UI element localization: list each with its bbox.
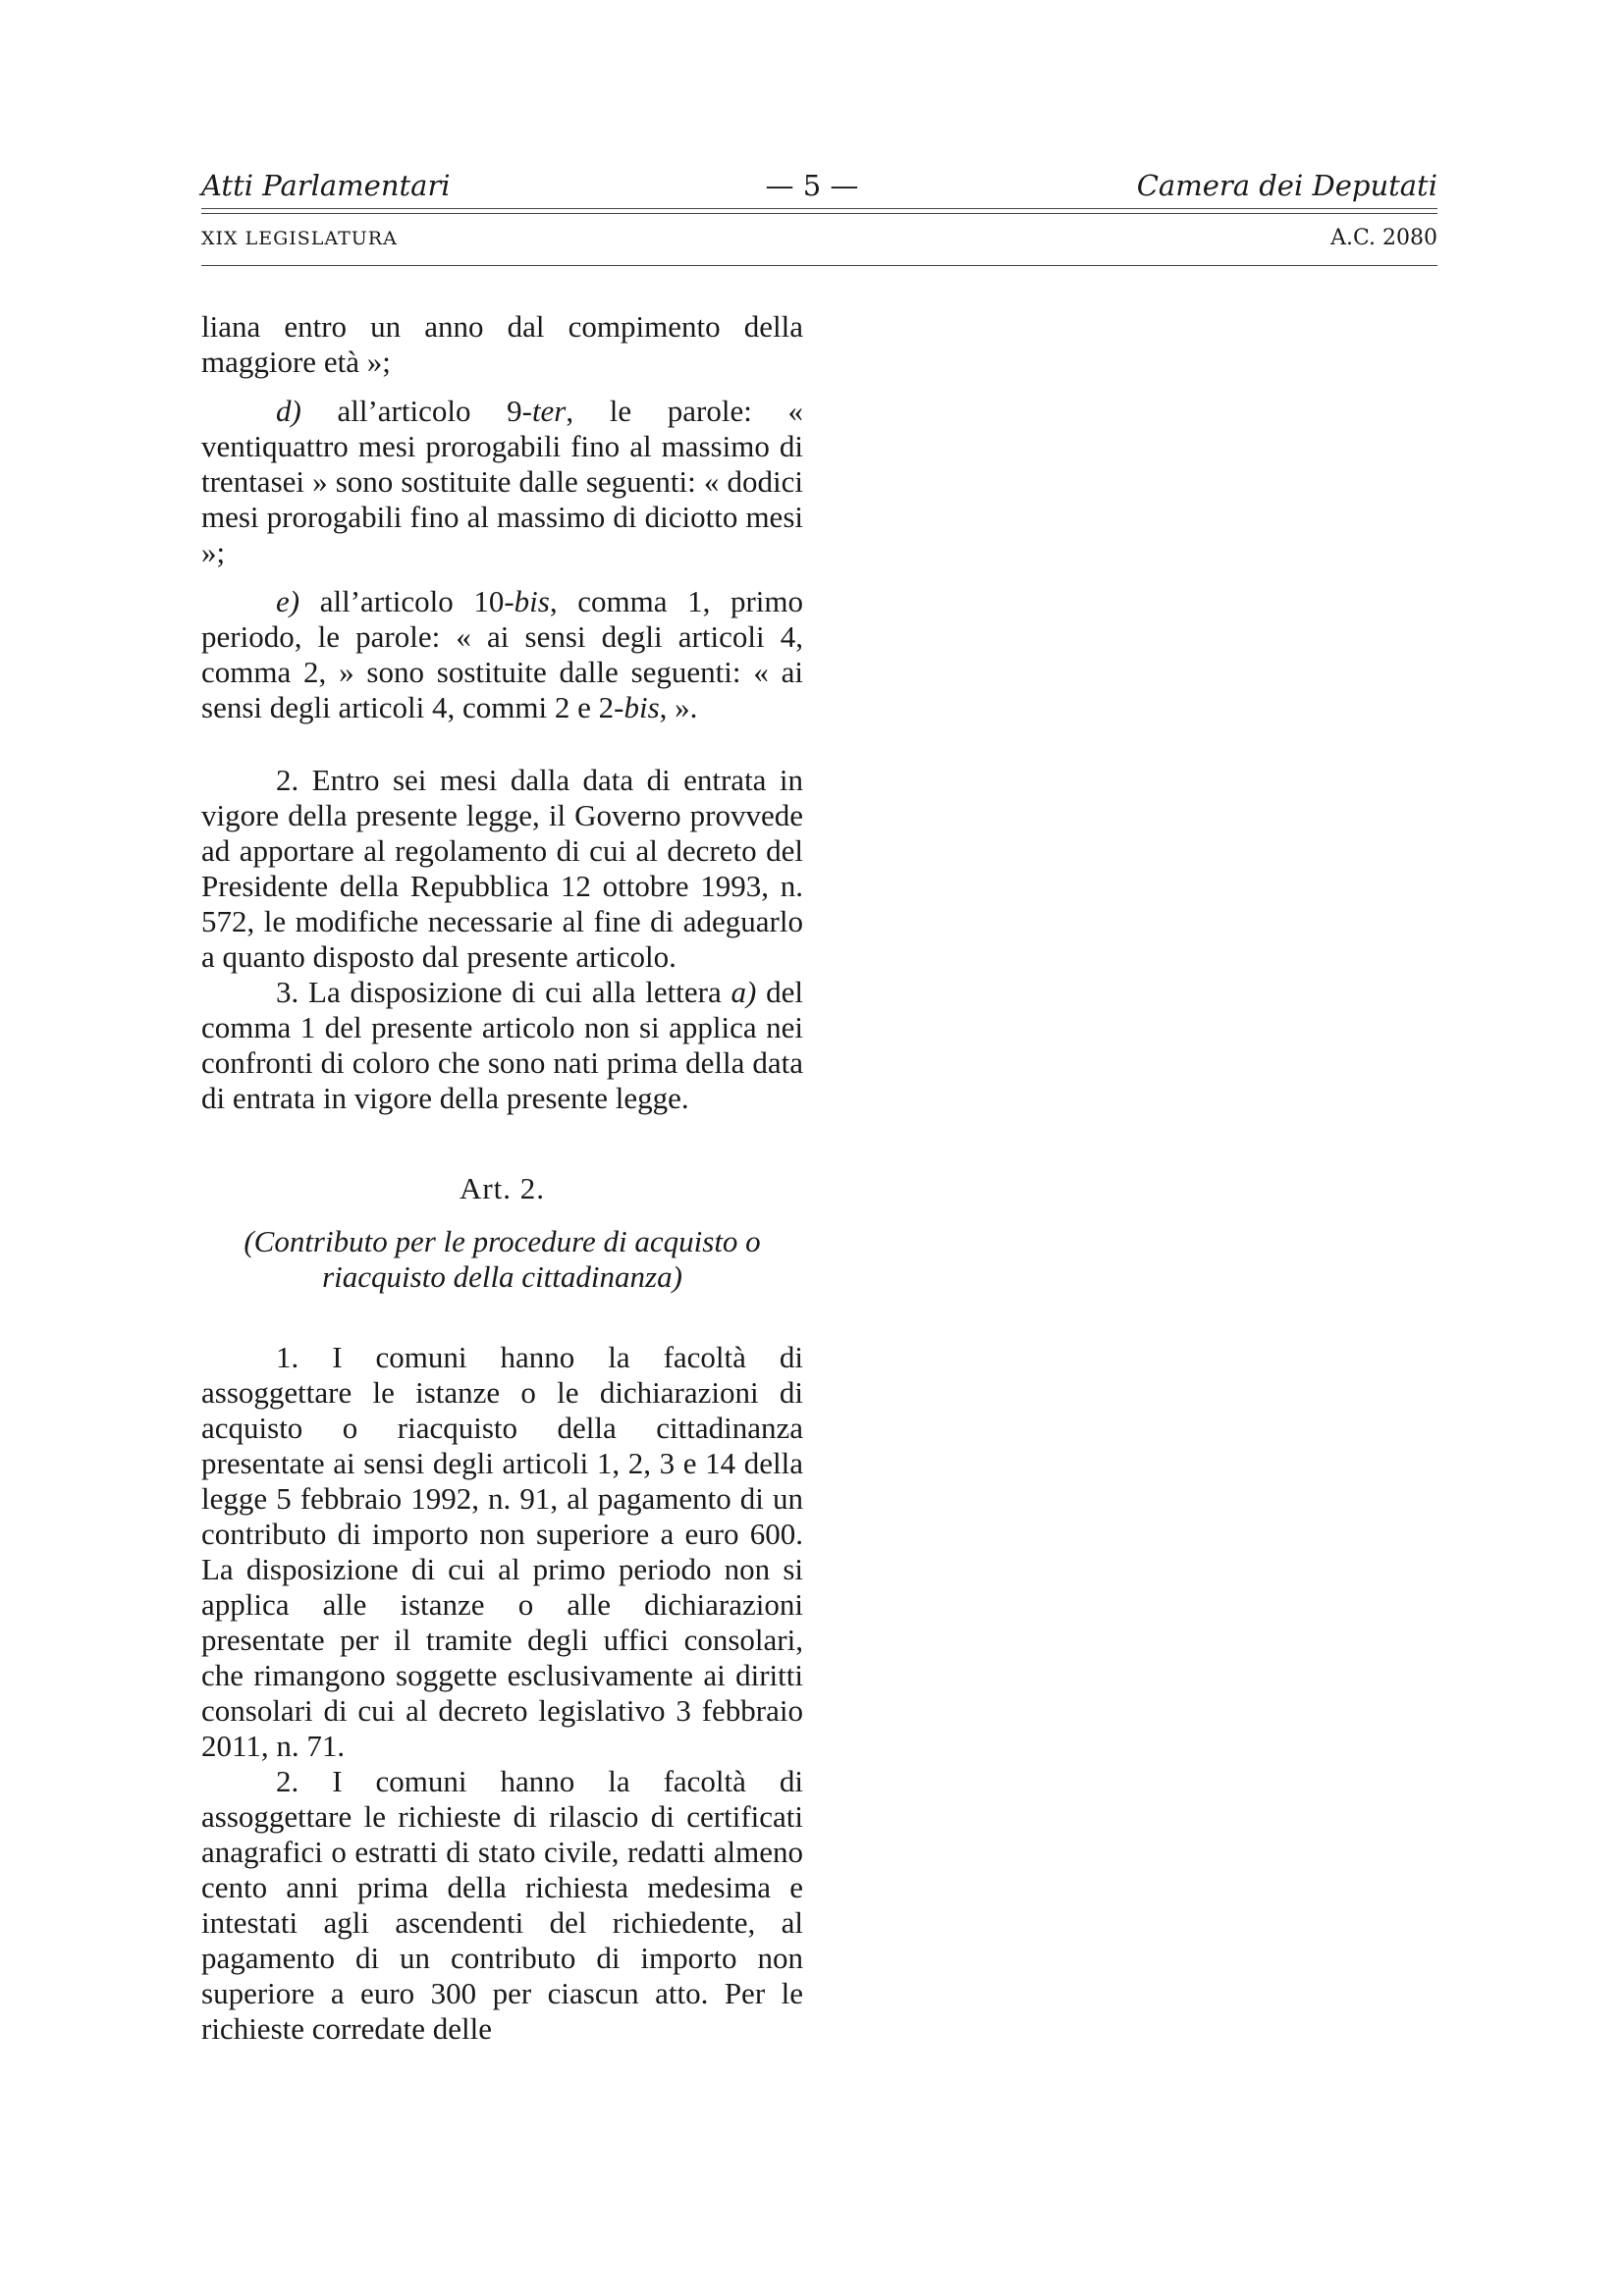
article-title: Art. 2.	[459, 1171, 546, 1205]
header-chamber: Camera dei Deputati	[1136, 169, 1437, 202]
letter-d-ter: ter	[531, 394, 567, 428]
letter-e-label: e)	[276, 584, 300, 618]
comma-3-letter-a: a)	[731, 975, 757, 1009]
letter-e-text-1: all’articolo 10-	[299, 584, 514, 618]
letter-e-text-2: , comma 1, primo periodo, le parole: « ai sensi degli articoli 4, comma 2, » sono sostituite dalle seguenti: « ai sensi degli articoli 4, commi 2 e 2-	[201, 584, 804, 724]
letter-d-text-1: all’articolo 9-	[300, 394, 532, 428]
paragraph-comma-2: 2. Entro sei mesi dalla data di entrata in vigore della presente legge, il Governo provvede ad apportare al regolamento di cui al decreto del Presidente della Repubblica 12 ottobre 1993, n. 572, le modifiche necessarie al fine di adeguarlo a quanto disposto dal presente articolo.	[201, 763, 803, 974]
letter-d-label: d)	[276, 394, 301, 428]
text-column	[201, 309, 803, 2047]
letter-e-bis: bis	[514, 584, 550, 618]
header-rule-top-double	[201, 213, 1437, 214]
article-subtitle: (Contributo per le procedure di acquisto o riacquisto della cittadinanza)	[244, 1224, 761, 1294]
header-page-number: — 5 —	[765, 169, 859, 202]
article-2-comma-1: 1. I comuni hanno la facoltà di assoggettare le istanze o le dichiarazioni di acquisto o riacquisto della cittadinanza presentate ai sensi degli articoli 1, 2, 3 e 14 della legge 5 febbraio 1992, n. 91, al pagamento di un contributo di importo non superiore a euro 600. La disposizione di cui al primo periodo non si applica alle istanze o alle dichiarazioni presentate per il tramite degli uffici consolari, che rimangono soggette esclusivamente ai diritti consolari di cui al decreto legislativo 3 febbraio 2011, n. 71.	[201, 1340, 803, 1763]
header-doc-id: A.C. 2080	[1330, 226, 1437, 250]
header-rule-top	[201, 208, 1437, 209]
paragraph-letter-d	[201, 394, 803, 570]
paragraph-letter-e	[201, 584, 803, 725]
article-2-comma-2: 2. I comuni hanno la facoltà di assoggettare le richieste di rilascio di certificati anagrafici o estratti di stato civile, redatti almeno cento anni prima della richiesta medesima e intestati agli ascendenti del richiedente, al pagamento di un contributo di importo non superiore a euro 300 per ciascun atto. Per le richieste corredate delle	[201, 1764, 803, 2046]
comma-3-text-2: del comma 1 del presente articolo non si applica nei confronti di coloro che sono nati prima della data di entrata in vigore della presente legge.	[201, 975, 803, 1115]
comma-3-text-1: 3. La disposizione di cui alla lettera	[276, 975, 731, 1009]
header-rule-bottom	[201, 265, 1437, 266]
letter-e-bis-2: bis	[623, 690, 660, 724]
header-publication: Atti Parlamentari	[201, 169, 451, 202]
header-legislature: XIX LEGISLATURA	[201, 228, 398, 249]
paragraph-comma-3	[201, 975, 803, 1116]
paragraph-continuation: liana entro un anno dal compimento della maggiore età »;	[201, 309, 803, 379]
letter-e-text-3: , ».	[659, 690, 698, 724]
letter-d-text-2: , le parole: « ventiquattro mesi prorogabili fino al massimo di trentasei » sono sostituite dalle seguenti: « dodici mesi prorogabili fino al massimo di diciotto mesi »;	[201, 394, 803, 569]
